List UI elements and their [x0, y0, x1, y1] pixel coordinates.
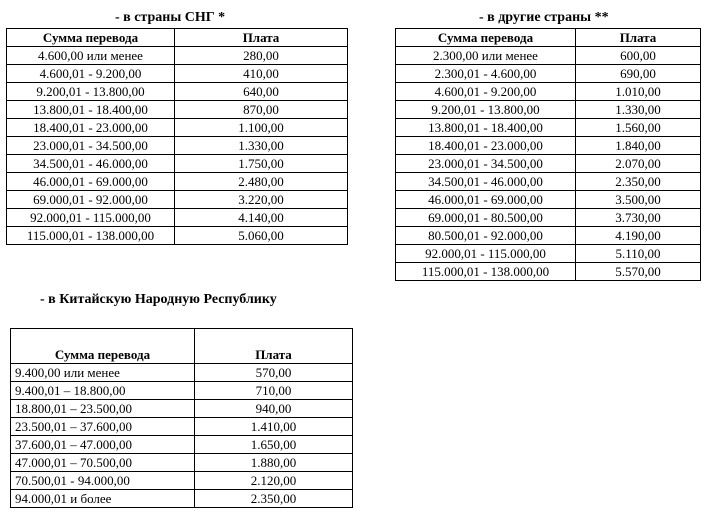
fee-cell: 1.010,00 [576, 83, 701, 101]
amount-range-cell: 92.000,01 - 115.000,00 [7, 209, 175, 227]
fee-column-header: Плата [195, 329, 353, 364]
amount-column-header: Сумма перевода [396, 29, 576, 47]
amount-range-cell: 4.600,00 или менее [7, 47, 175, 65]
amount-range-cell: 46.000,01 - 69.000,00 [7, 173, 175, 191]
fee-cell: 4.190,00 [576, 227, 701, 245]
amount-range-cell: 4.600,01 - 9.200,00 [396, 83, 576, 101]
table-row [396, 191, 701, 209]
cis-section-title: - в страны СНГ * [115, 10, 226, 25]
amount-range-cell: 70.500,01 - 94.000,00 [11, 472, 195, 490]
table-row [396, 209, 701, 227]
amount-range-cell: 47.000,01 – 70.500,00 [11, 454, 195, 472]
table-header-row [396, 29, 701, 47]
table-row [396, 155, 701, 173]
amount-range-cell: 18.400,01 - 23.000,00 [7, 119, 175, 137]
fee-cell: 2.350,00 [195, 490, 353, 508]
table-row [396, 245, 701, 263]
amount-range-cell: 69.000,01 - 80.500,00 [396, 209, 576, 227]
fee-cell: 5.060,00 [175, 227, 348, 245]
table-row [396, 65, 701, 83]
fee-cell: 5.570,00 [576, 263, 701, 281]
fee-cell: 570,00 [195, 364, 353, 382]
amount-range-cell: 34.500,01 - 46.000,00 [396, 173, 576, 191]
fee-cell: 710,00 [195, 382, 353, 400]
table-row [396, 137, 701, 155]
fee-cell: 1.330,00 [175, 137, 348, 155]
amount-range-cell: 94.000,01 и более [11, 490, 195, 508]
table-row [11, 490, 353, 508]
fee-column-header: Плата [576, 29, 701, 47]
fee-cell: 1.330,00 [576, 101, 701, 119]
amount-range-cell: 13.800,01 - 18.400,00 [7, 101, 175, 119]
amount-range-cell: 9.400,00 или менее [11, 364, 195, 382]
amount-range-cell: 37.600,01 – 47.000,00 [11, 436, 195, 454]
fee-cell: 940,00 [195, 400, 353, 418]
other-fee-table [395, 28, 701, 281]
table-row [396, 173, 701, 191]
amount-range-cell: 23.000,01 - 34.500,00 [396, 155, 576, 173]
fee-cell: 1.750,00 [175, 155, 348, 173]
amount-range-cell: 9.200,01 - 13.800,00 [7, 83, 175, 101]
amount-range-cell: 13.800,01 - 18.400,00 [396, 119, 576, 137]
fee-cell: 1.560,00 [576, 119, 701, 137]
amount-range-cell: 69.000,01 - 92.000,00 [7, 191, 175, 209]
amount-range-cell: 23.500,01 – 37.600,00 [11, 418, 195, 436]
fee-cell: 4.140,00 [175, 209, 348, 227]
fee-cell: 2.480,00 [175, 173, 348, 191]
amount-range-cell: 80.500,01 - 92.000,00 [396, 227, 576, 245]
table-row [11, 436, 353, 454]
fee-cell: 1.880,00 [195, 454, 353, 472]
other-table-body [396, 47, 701, 281]
amount-column-header: Сумма перевода [11, 329, 195, 364]
fee-cell: 280,00 [175, 47, 348, 65]
fee-cell: 690,00 [576, 65, 701, 83]
table-row [7, 137, 348, 155]
table-header-row [11, 329, 353, 364]
table-row [7, 155, 348, 173]
table-row [396, 47, 701, 65]
table-row [396, 101, 701, 119]
table-row [7, 173, 348, 191]
amount-column-header: Сумма перевода [7, 29, 175, 47]
table-row [11, 472, 353, 490]
amount-range-cell: 2.300,00 или менее [396, 47, 576, 65]
table-row [11, 364, 353, 382]
table-row [7, 209, 348, 227]
table-row [396, 263, 701, 281]
table-row [396, 227, 701, 245]
amount-range-cell: 115.000,01 - 138.000,00 [7, 227, 175, 245]
table-row [11, 418, 353, 436]
amount-range-cell: 18.400,01 - 23.000,00 [396, 137, 576, 155]
amount-range-cell: 34.500,01 - 46.000,00 [7, 155, 175, 173]
fee-cell: 2.070,00 [576, 155, 701, 173]
fee-cell: 1.100,00 [175, 119, 348, 137]
other-section-title: - в другие страны ** [479, 10, 609, 25]
china-fee-table [10, 328, 353, 508]
table-row [396, 119, 701, 137]
fee-column-header: Плата [175, 29, 348, 47]
table-row [7, 47, 348, 65]
amount-range-cell: 2.300,01 - 4.600,00 [396, 65, 576, 83]
china-section-title: - в Китайскую Народную Республику [40, 292, 277, 307]
amount-range-cell: 18.800,01 – 23.500,00 [11, 400, 195, 418]
table-row [396, 83, 701, 101]
fee-cell: 1.410,00 [195, 418, 353, 436]
cis-table-body [7, 47, 348, 245]
table-row [7, 101, 348, 119]
amount-range-cell: 92.000,01 - 115.000,00 [396, 245, 576, 263]
fee-cell: 870,00 [175, 101, 348, 119]
amount-range-cell: 115.000,01 - 138.000,00 [396, 263, 576, 281]
fee-cell: 2.120,00 [195, 472, 353, 490]
fee-cell: 3.500,00 [576, 191, 701, 209]
china-table-body [11, 364, 353, 508]
fee-cell: 5.110,00 [576, 245, 701, 263]
cis-fee-table [6, 28, 348, 245]
amount-range-cell: 23.000,01 - 34.500,00 [7, 137, 175, 155]
table-row [11, 454, 353, 472]
table-row [11, 382, 353, 400]
fee-cell: 3.730,00 [576, 209, 701, 227]
amount-range-cell: 4.600,01 - 9.200,00 [7, 65, 175, 83]
amount-range-cell: 9.200,01 - 13.800,00 [396, 101, 576, 119]
table-header-row [7, 29, 348, 47]
table-row [7, 119, 348, 137]
table-row [7, 83, 348, 101]
table-row [7, 65, 348, 83]
fee-cell: 1.650,00 [195, 436, 353, 454]
table-row [7, 227, 348, 245]
fee-cell: 3.220,00 [175, 191, 348, 209]
fee-cell: 2.350,00 [576, 173, 701, 191]
table-row [11, 400, 353, 418]
fee-cell: 600,00 [576, 47, 701, 65]
table-row [7, 191, 348, 209]
fee-cell: 640,00 [175, 83, 348, 101]
amount-range-cell: 46.000,01 - 69.000,00 [396, 191, 576, 209]
fee-cell: 1.840,00 [576, 137, 701, 155]
amount-range-cell: 9.400,01 – 18.800,00 [11, 382, 195, 400]
fee-cell: 410,00 [175, 65, 348, 83]
